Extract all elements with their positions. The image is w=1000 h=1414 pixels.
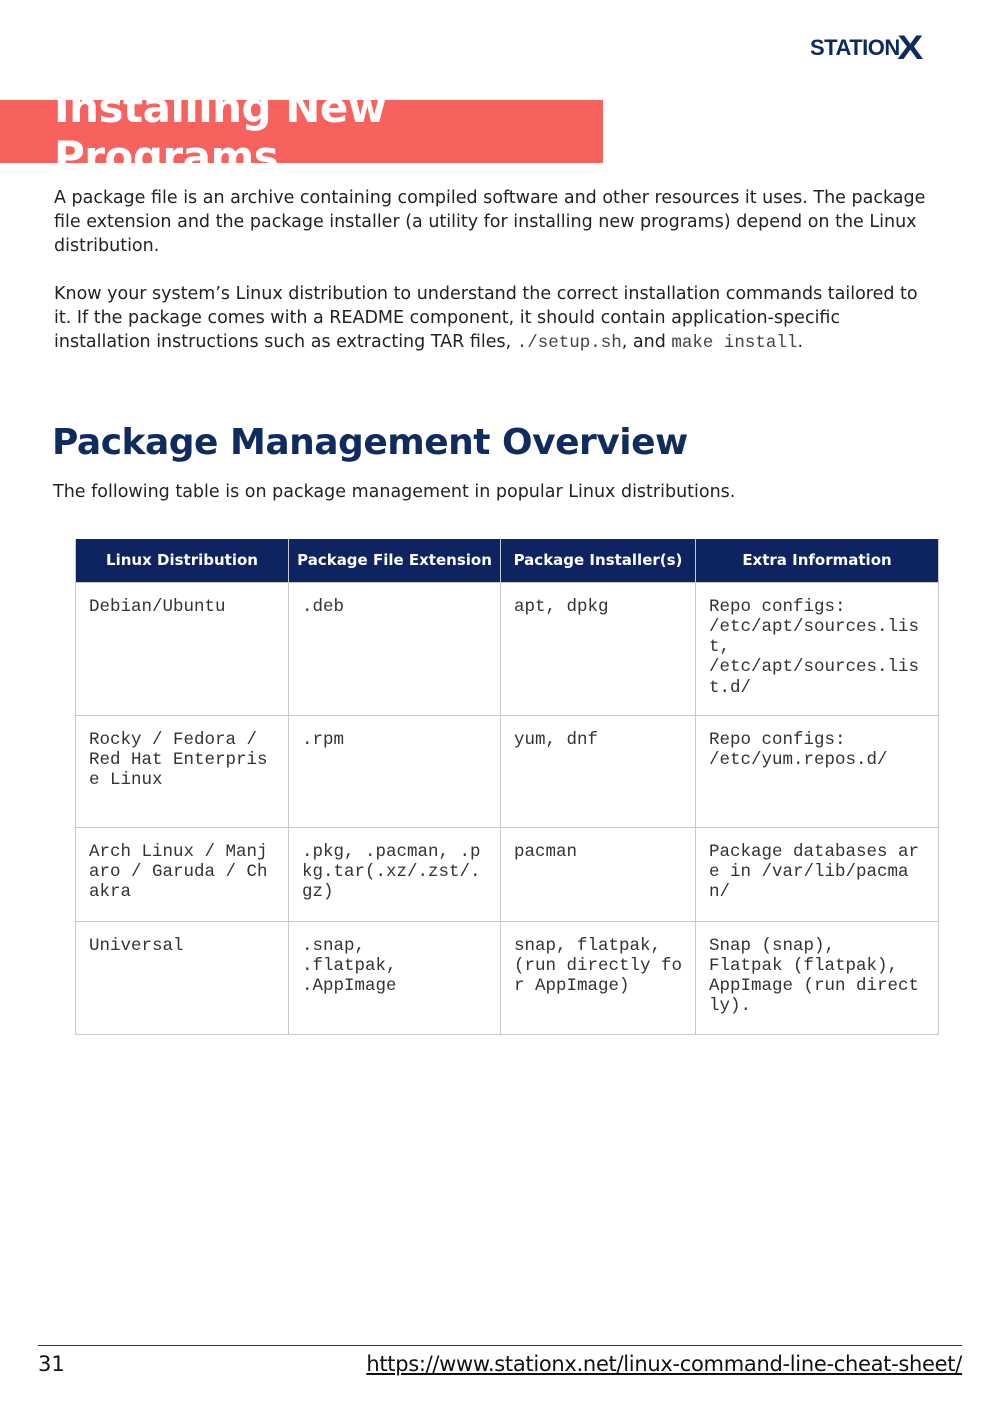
- cell-extension: .snap, .flatpak, .AppImage: [289, 921, 501, 1034]
- intro-paragraph-2-text: Know your system’s Linux distribution to understand the correct installation commands tailored to it. If the package comes with a README component, it should contain application-specific installation instructions such as extracting TAR files,: [54, 284, 918, 352]
- cell-distribution: Arch Linux / Manjaro / Garuda / Chakra: [76, 827, 289, 921]
- cell-extra-info: Snap (snap), Flatpak (flatpak), AppImage (run directly).: [696, 921, 939, 1034]
- cell-distribution: Debian/Ubuntu: [76, 582, 289, 715]
- make-install-code: make install: [671, 333, 798, 353]
- cell-installer: apt, dpkg: [501, 582, 696, 715]
- cell-extra-info: Repo configs: /etc/apt/sources.list, /etc/apt/sources.list.d/: [696, 582, 939, 715]
- cell-distribution: Rocky / Fedora / Red Hat Enterprise Linux: [76, 715, 289, 827]
- cell-extension: .pkg, .pacman, .pkg.tar(.xz/.zst/.gz): [289, 827, 501, 921]
- header-linux-distribution: Linux Distribution: [76, 539, 289, 582]
- title-banner: [0, 82, 603, 181]
- cell-extension: .rpm: [289, 715, 501, 827]
- table-row: [76, 715, 939, 827]
- cell-installer: yum, dnf: [501, 715, 696, 827]
- cell-installer: snap, flatpak, (run directly for AppImage): [501, 921, 696, 1034]
- header-package-file-extension: Package File Extension: [289, 539, 501, 582]
- section-title: Package Management Overview: [52, 422, 688, 463]
- header-extra-information: Extra Information: [696, 539, 939, 582]
- page-title: Installing New Programs: [54, 82, 387, 181]
- intro-paragraph-1: A package file is an archive containing compiled software and other resources it uses. The package file extension and the package installer (a utility for installing new programs) depend on the Linux distribution.: [54, 188, 926, 256]
- table-intro: The following table is on package management in popular Linux distributions.: [53, 482, 736, 502]
- table-row: [76, 582, 939, 715]
- cell-extension: .deb: [289, 582, 501, 715]
- page-number: 31: [38, 1352, 65, 1376]
- intro-paragraph-2-end: .: [797, 332, 804, 352]
- cell-extra-info: Package databases are in /var/lib/pacman/: [696, 827, 939, 921]
- header-package-installers: Package Installer(s): [501, 539, 696, 582]
- cell-extra-info: Repo configs: /etc/yum.repos.d/: [696, 715, 939, 827]
- logo-x-mark: X: [897, 29, 924, 67]
- table-header-row: [76, 539, 939, 582]
- setup-sh-code: ./setup.sh: [516, 333, 622, 353]
- logo-text: STATION: [810, 35, 900, 60]
- intro-paragraph-2: [54, 282, 934, 355]
- cell-installer: pacman: [501, 827, 696, 921]
- cell-distribution: Universal: [76, 921, 289, 1034]
- footer-url-link[interactable]: https://www.stationx.net/linux-command-line-cheat-sheet/: [366, 1352, 962, 1376]
- footer-divider: [38, 1345, 962, 1346]
- stationx-logo: [810, 29, 962, 67]
- package-management-table: [75, 539, 939, 1035]
- table-row: [76, 827, 939, 921]
- intro-paragraph-2-sep: , and: [621, 332, 672, 352]
- table-row: [76, 921, 939, 1034]
